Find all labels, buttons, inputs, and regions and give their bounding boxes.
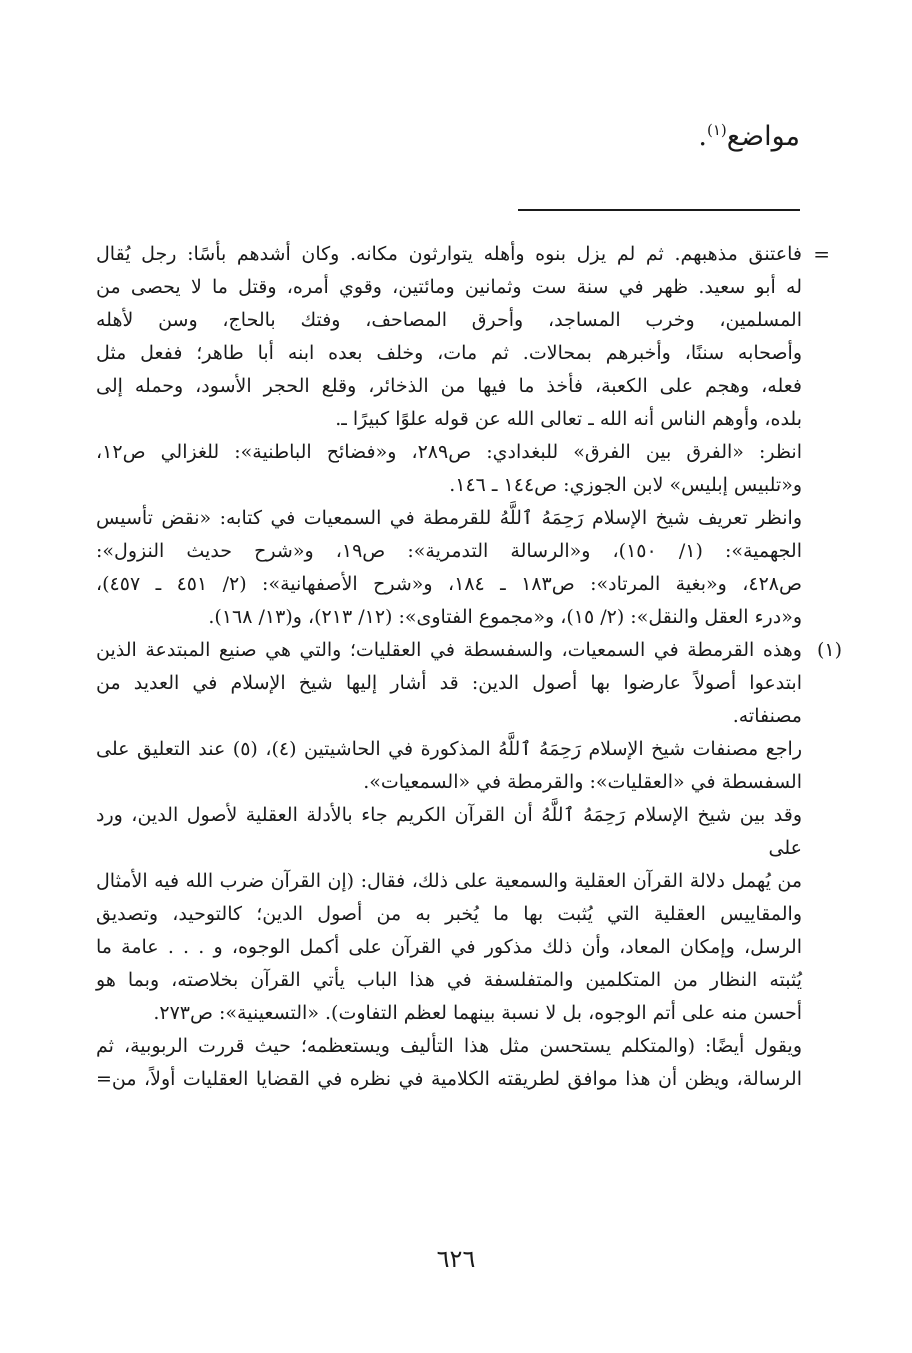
footnote-line: فاعتنق مذهبهم. ثم لم يزل بنوه وأهله يتوارثون مكانه. وكان أشدهم بأسًا: رجل يُقال	[96, 243, 802, 265]
footnote-line: المسلمين، وخرب المساجد، وأحرق المصاحف، وفتك بالحاج، وسن لأهله	[96, 309, 802, 331]
footnote-separator	[518, 209, 800, 211]
footnote-continuation	[96, 238, 830, 436]
footnote-line: انظر: «الفرق بين الفرق» للبغدادي: ص٢٨٩، و«فضائح الباطنية»: للغزالي ص١٢،	[96, 441, 802, 463]
continuation-marker: =	[813, 242, 830, 266]
footnote-line: بلده، وأوهم الناس أنه الله ـ تعالى الله عن قوله علوًا كبيرًا ـ.	[335, 408, 802, 430]
footnote-line: السفسطة في «العقليات»: والقرمطة في «السمعيات».	[363, 771, 802, 793]
footnote-line: أحسن منه على أتم الوجوه، بل لا نسبة بينهما لعظم التفاوت). «التسعينية»: ص٢٧٣.	[153, 1002, 802, 1024]
footnote-line: الجهمية»: (١/ ١٥٠)، و«الرسالة التدمرية»: ص١٩، و«شرح حديث النزول»:	[96, 540, 802, 562]
footnote-reference: (١)	[707, 121, 727, 139]
reference-paragraph	[96, 502, 802, 634]
footnote-line: فعله، وهجم على الكعبة، فأخذ ما فيها من الذخائر، وقلع الحجر الأسود، وحمله إلى	[96, 375, 802, 397]
footnote-line: ص٤٢٨، و«بغية المرتاد»: ص١٨٣ ـ ١٨٤، و«شرح الأصفهانية»: (٢/ ٤٥١ ـ ٤٥٧)،	[96, 573, 802, 595]
footnote-line: راجع مصنفات شيخ الإسلام رَحِمَهُ ٱللَّهُ المذكورة في الحاشيتين (٤)، (٥) عند التعليق على	[96, 738, 803, 760]
footnote-line: وانظر تعريف شيخ الإسلام رَحِمَهُ ٱللَّهُ للقرمطة في السمعيات في كتابه: «نقض تأسيس	[96, 507, 802, 529]
footnote-line: والمقاييس العقلية التي يُثبت بها ما يُخبر به من أصول الدين؛ كالتوحيد، وتصديق	[96, 903, 802, 925]
quote-paragraph	[96, 799, 802, 1030]
page-number: ٦٢٦	[436, 1245, 476, 1273]
footnotes-area	[96, 238, 842, 1096]
footnote-line: وأصحابه سننًا، وأخبرهم بمحالات. ثم مات، وخلف بعده ابنه أبا طاهر؛ ففعل مثل	[96, 342, 802, 364]
footnote-line: وقد بين شيخ الإسلام رَحِمَهُ ٱللَّهُ أن القرآن الكريم جاء بالأدلة العقلية لأصول الدين، ورد على	[96, 804, 802, 859]
quote-paragraph	[96, 1030, 802, 1096]
reference-paragraph	[96, 436, 802, 502]
footnote-line: من يُهمل دلالة القرآن العقلية والسمعية على ذلك، فقال: (إن القرآن ضرب الله فيه الأمثال	[96, 870, 802, 892]
footnote-line: الرسل، وإمكان المعاد، وأن ذلك مذكور في القرآن على أكمل الوجوه، و . . . عامة ما	[96, 936, 802, 958]
footnote-line: و«تلبيس إبليس» لابن الجوزي: ص١٤٤ ـ ١٤٦.	[449, 474, 802, 496]
footnote-line: يُثبته النظار من المتكلمين والمتفلسفة في هذا الباب يأتي القرآن بخلاصته، وبما هو	[96, 969, 802, 991]
footnote-line: الرسالة، ويظن أن هذا موافق لطريقته الكلامية في نظره في القضايا العقليات أولاً، من=	[96, 1068, 802, 1090]
footnote-number: (١)	[816, 639, 842, 661]
footnote-line: وهذه القرمطة في السمعيات، والسفسطة في العقليات؛ والتي هي صنيع المبتدعة الذين	[96, 639, 802, 661]
footnote-1	[96, 634, 842, 733]
reference-paragraph	[96, 733, 802, 799]
footnote-line: ابتدعوا أصولاً عارضوا بها أصول الدين: قد أشار إليها شيخ الإسلام في العديد من	[96, 672, 802, 694]
footnote-line: و«درء العقل والنقل»: (٢/ ١٥)، و«مجموع الفتاوى»: (١٢/ ٢١٣)، و(١٣/ ١٦٨).	[208, 606, 802, 628]
footnote-line: مصنفاته.	[732, 705, 802, 727]
main-text-end: .	[698, 121, 707, 152]
main-text	[200, 112, 800, 155]
footnote-line: ويقول أيضًا: (والمتكلم يستحسن مثل هذا التأليف ويستعظمه؛ حيث قررت الربوبية، ثم	[96, 1035, 802, 1057]
footnote-line: له أبو سعيد. ظهر في سنة ست وثمانين ومائتين، وقوي أمره، وقتل ما لا يحصى من	[96, 276, 802, 298]
main-text-word: مواضع	[726, 121, 800, 152]
